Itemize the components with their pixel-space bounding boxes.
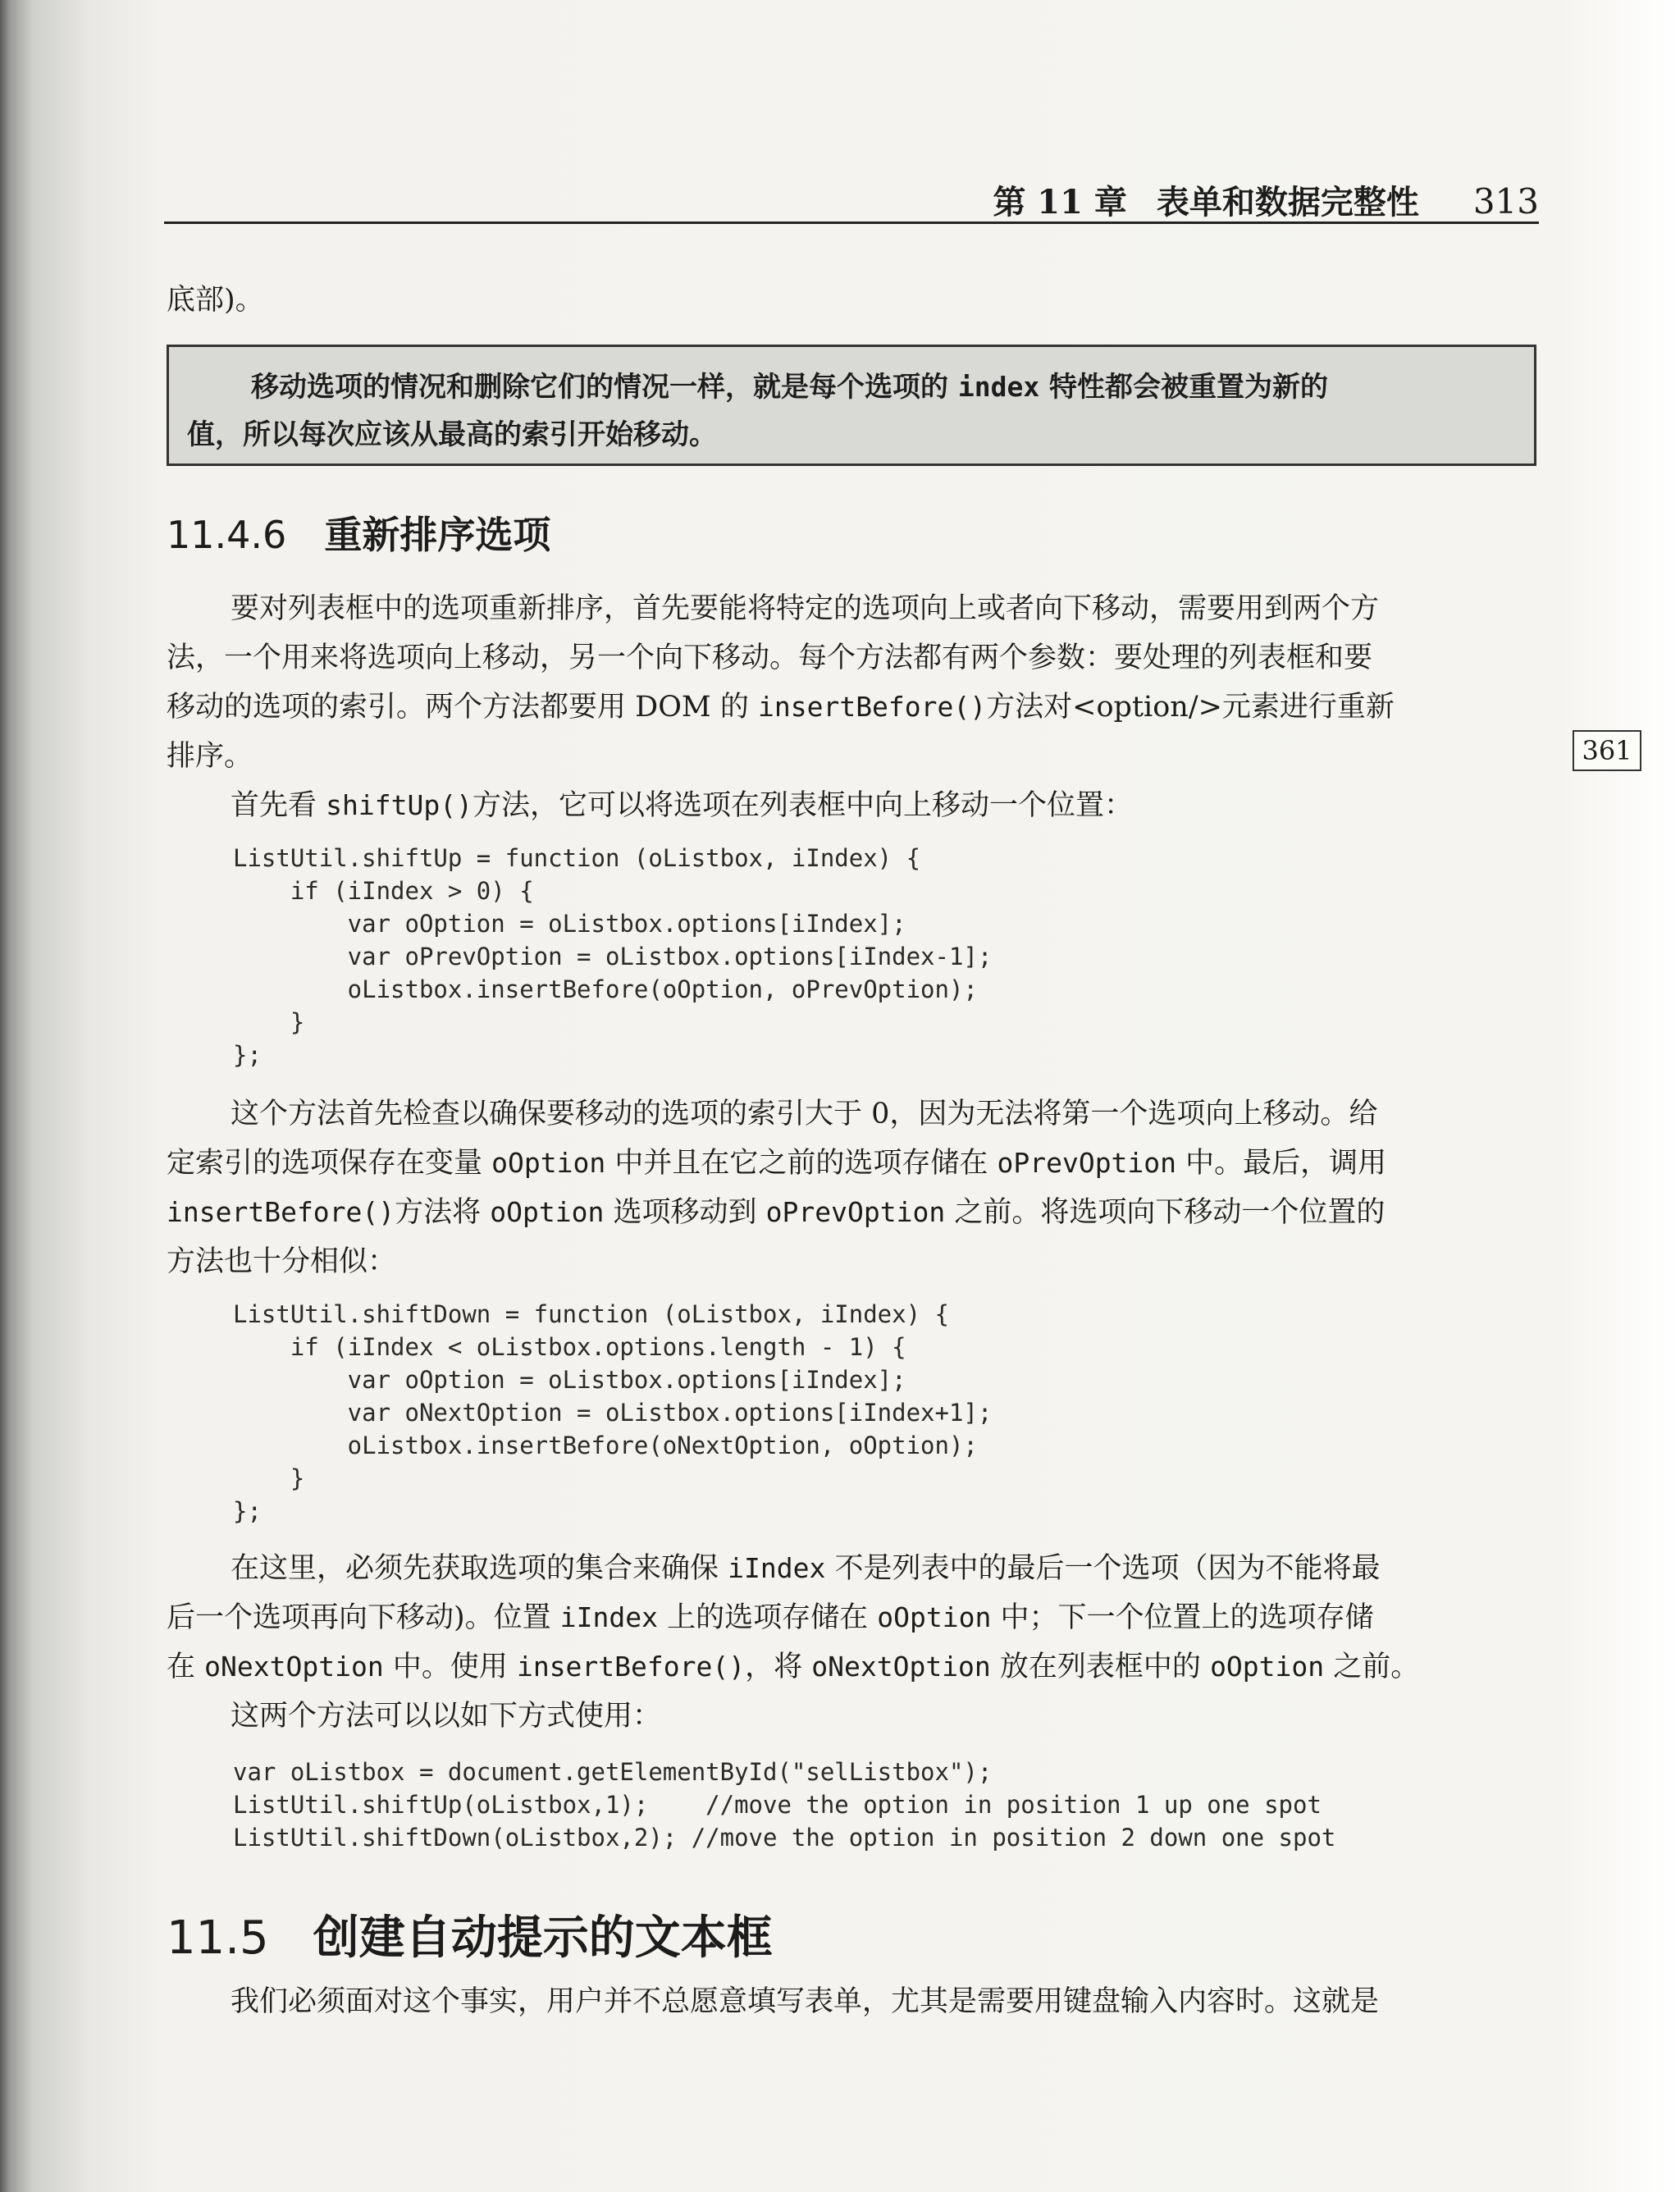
section-heading	[167, 505, 550, 559]
section-title: 重新排序选项	[324, 513, 551, 557]
header-rule	[164, 221, 1539, 224]
paragraph-2: 首先看 shiftUp()方法，它可以将选项在列表框中向上移动一个位置：	[231, 789, 1133, 822]
section-number-major: 11.5	[167, 1911, 269, 1965]
section-title-major: 创建自动提示的文本框	[313, 1911, 773, 1965]
code-block-shiftup: ListUtil.shiftUp = function (oListbox, iIndex) { if (iIndex > 0) { var oOption = oListbox.options[iIndex]; var oPrevOption = oListbox.options[iIndex-1]; oListbox.insertBefore(oOption, oPrevOption); } };	[233, 844, 993, 1069]
section-number: 11.4.6	[167, 513, 287, 557]
chapter-title: 表单和数据完整性	[1156, 183, 1419, 221]
code-index: index	[957, 371, 1040, 403]
note-box	[167, 345, 1536, 466]
continuation-text: 底部)。	[167, 284, 264, 317]
page-number: 313	[1472, 181, 1539, 221]
code-block-shiftdown: ListUtil.shiftDown = function (oListbox, iIndex) { if (iIndex < oListbox.options.length - 1) { var oOption = oListbox.options[iIndex]; var oNextOption = oListbox.options[iIndex+1]; oListbox.insertBefore(oNextOption, oOption); } };	[233, 1300, 993, 1525]
paragraph-5: 这两个方法可以以如下方式使用：	[231, 1700, 662, 1733]
note-line-1: 移动选项的情况和删除它们的情况一样，就是每个选项的 index 特性都会被重置为新的	[251, 371, 1329, 404]
margin-page-number: 361	[1573, 730, 1641, 771]
paragraph-3: 这个方法首先检查以确保要移动的选项的索引大于 0，因为无法将第一个选项向上移动。给 定索引的选项保存在变量 oOption 中并且在它之前的选项存储在 oPrevOption 中。最后，调用 insertBefore()方法将 oOption 选项移动到 oPrevOption 之前。将选项向下移动一个位置的 方法也十分相似：	[167, 1098, 1387, 1278]
paragraph-1: 要对列表框中的选项重新排序，首先要能将特定的选项向上或者向下移动，需要用到两个方 法，一个用来将选项向上移动，另一个向下移动。每个方法都有两个参数：要处理的列表框和要 移动的选项的索引。两个方法都要用 DOM 的 insertBefore()方法对<option/>元素进行重新 排序。	[167, 592, 1395, 773]
paragraph-6: 我们必须面对这个事实，用户并不总愿意填写表单，尤其是需要用键盘输入内容时。这就是	[231, 1985, 1380, 2018]
code-block-usage: var oListbox = document.getElementById("selListbox"); ListUtil.shiftUp(oListbox,1); //move the option in position 1 up one spot ListUtil.shiftDown(oListbox,2); //move the option in position 2 down one spot	[233, 1758, 1336, 1852]
chapter-section-heading	[167, 1902, 773, 1967]
note-line-2: 值，所以每次应该从最高的索引开始移动。	[187, 418, 717, 451]
running-header	[993, 176, 1539, 221]
paragraph-4: 在这里，必须先获取选项的集合来确保 iIndex 不是列表中的最后一个选项（因为不能将最 后一个选项再向下移动)。位置 iIndex 上的选项存储在 oOption 中；下一个位置上的选项存储 在 oNextOption 中。使用 insertBefore()，将 oNextOption 放在列表框中的 oOption 之前。	[167, 1552, 1420, 1683]
chapter-label: 第 11 章	[993, 183, 1127, 221]
